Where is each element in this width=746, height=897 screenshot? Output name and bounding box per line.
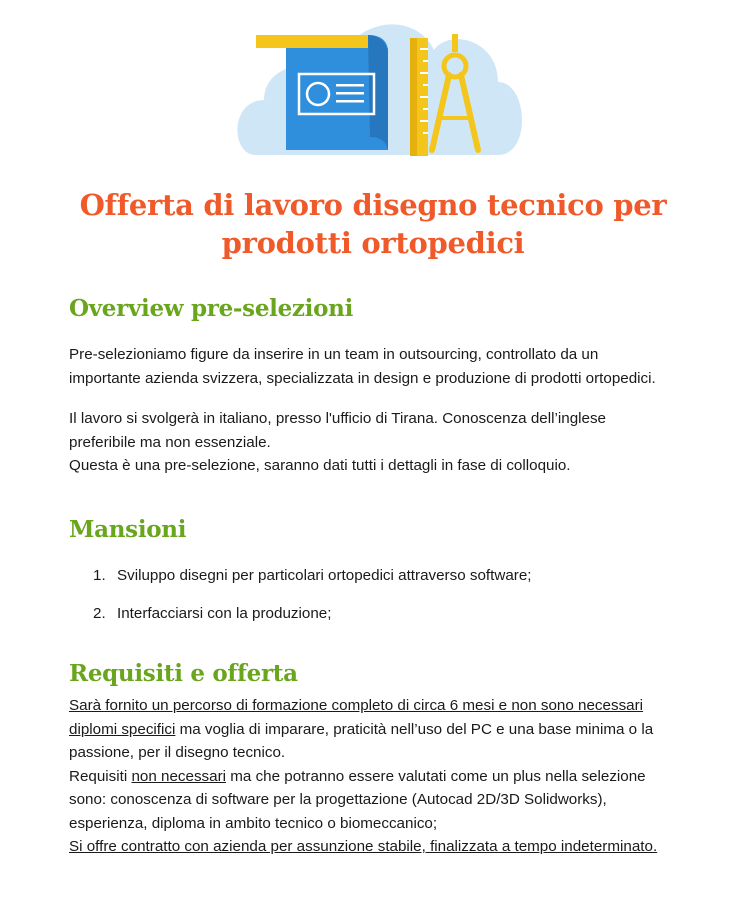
hero-illustration [236, 0, 526, 160]
list-item [69, 602, 532, 626]
overview-p2-line-1: Il lavoro si svolgerà in italiano, presso l'ufficio di Tirana. Conoscenza dell’inglese [69, 410, 606, 427]
list-item [69, 564, 532, 588]
list-item-number: 2. [93, 604, 106, 622]
mansioni-list [69, 564, 532, 625]
overview-p2-line-3: Questa è una pre-selezione, saranno dati tutti i dettagli in fase di colloquio. [69, 457, 571, 474]
requisiti-text [69, 694, 729, 859]
requisiti-line-7: Si offre contratto con azienda per assunzione stabile, finalizzata a tempo indeterminato. [69, 838, 658, 855]
requisiti-line-3: passione, per il disegno tecnico. [69, 744, 286, 761]
page-title [0, 186, 746, 262]
title-line-1: Offerta di lavoro disegno tecnico per [79, 188, 667, 222]
requisiti-line-1: Sarà fornito un percorso di formazione completo di circa 6 mesi e non sono necessari [69, 697, 644, 714]
overview-paragraph-2 [69, 407, 709, 478]
title-line-2: prodotti ortopedici [221, 226, 525, 260]
requisiti-line-4-start: Requisiti [69, 767, 132, 785]
requisiti-line-4 [69, 765, 729, 789]
ruler-icon [410, 38, 428, 156]
requisiti-line-4-rest: ma che potranno essere valutati come un plus nella selezione [226, 767, 646, 785]
requisiti-line-6: esperienza, diploma in ambito tecnico o biomeccanico; [69, 814, 438, 832]
list-item-number: 1. [93, 567, 106, 584]
requisiti-line-2 [69, 718, 729, 742]
overview-p2-line-2: preferibile ma non essenziale. [69, 433, 271, 451]
list-item-text: Interfacciarsi con la produzione; [117, 604, 332, 622]
overview-heading: Overview pre-selezioni [69, 295, 354, 322]
list-item-text: Sviluppo disegni per particolari ortopedici attraverso software; [117, 567, 532, 584]
mansioni-heading: Mansioni [69, 516, 187, 543]
requisiti-heading: Requisiti e offerta [69, 660, 298, 687]
overview-p1-line-1: Pre-selezioniamo figure da inserire in un team in outsourcing, controllato da un [69, 346, 599, 363]
requisiti-line-2-underlined: diplomi specifici [69, 720, 176, 738]
overview-paragraph-1 [69, 343, 709, 390]
requisiti-line-4-underlined: non necessari [131, 767, 227, 785]
overview-p1-line-2: importante azienda svizzera, specializzata in design e produzione di prodotti ortopedici. [69, 369, 656, 387]
requisiti-line-5: sono: conoscenza di software per la progettazione (Autocad 2D/3D Solidworks), [69, 791, 607, 808]
requisiti-line-2-rest: ma voglia di imparare, praticità nell’uso del PC e una base minima o la [175, 720, 654, 738]
